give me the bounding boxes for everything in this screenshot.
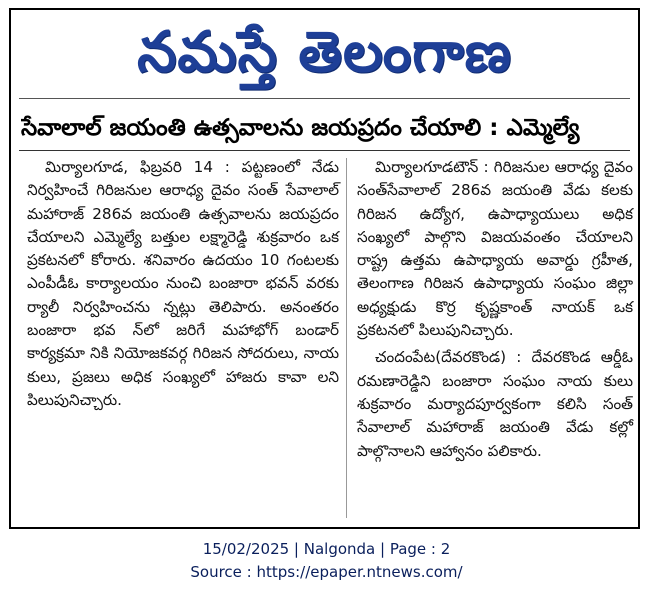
article-column-left <box>27 156 339 412</box>
article-paragraph: మిర్యాలగూడ, ఫిబ్రవరి 14 : పట్టణంలో నేడు నిర్వహించే గిరిజనుల ఆరాధ్య దైవం సంత్ సేవాలాల్ మహారాజ్ 286వ జయంతి ఉత్సవాలను జయప్రదం చేయాలని ఎమ్మెల్యే బత్తుల లక్ష్మారెడ్డి శుక్రవారం ఒక ప్రకటనలో కోరారు. శనివారం ఉదయం 10 గంటలకు ఎంపీడీఓ కార్యాలయం నుంచి బంజారా భవన్ వరకు ర్యాలీ నిర్వహించను న్నట్లు తెలిపారు. అనంతరం బంజారా భవ న్‌లో జరిగే మహాభోగ్ బండార్ కార్యక్రమా నికి నియోజకవర్గ గిరిజన సోదరులు, నాయ కులు, ప్రజలు అధిక సంఖ్యలో హాజరు కావా లని పిలుపునిచ్చారు. <box>27 158 339 409</box>
masthead <box>11 16 638 94</box>
newspaper-logo: నమస్తే తెలంగాణ <box>137 20 512 85</box>
footer <box>0 538 653 584</box>
source-link[interactable]: Source : https://epaper.ntnews.com/ <box>190 563 463 581</box>
article-headline: సేవాలాల్ జయంతి ఉత్సవాలను జయప్రదం చేయాలి : ఎమ్మెల్యే <box>21 115 580 141</box>
edition-info: 15/02/2025 | Nalgonda | Page : 2 <box>202 540 451 558</box>
column-divider <box>346 158 347 518</box>
article-paragraph: చందంపేట(దేవరకొండ) : దేవరకొండ ఆర్డీఓ రమణారెడ్డిని బంజారా సంఘం నాయ కులు శుక్రవారం మర్యాదపూర్వకంగా కలిసి సంత్ సేవాలాల్ మహారాజ్ జయంతి వేడు కల్లో పాల్గొనాలని ఆహ్వానం పలికారు. <box>357 348 633 460</box>
article-paragraph: మిర్యాలగూడటౌన్ : గిరిజనుల ఆరాధ్య దైవం సంత్‌సేవాలాల్ 286వ జయంతి వేడు కలకు గిరిజన ఉద్యోగ, ఉపాధ్యాయులు అధిక సంఖ్యలో పాల్గొని విజయవంతం చేయాలని రాష్ట్ర ఉత్తమ ఉపాధ్యాయ అవార్డు గ్రహీత, తెలంగాణ గిరిజన ఉపాధ్యాయ సంఘం జిల్లా అధ్యక్షుడు కొర్ర కృష్ణకాంత్ నాయక్ ఒక ప్రకటనలో పిలుపునిచ్చారు. <box>357 158 633 340</box>
news-clipping <box>9 8 640 529</box>
headline-divider <box>19 150 630 151</box>
masthead-divider <box>19 98 630 99</box>
article-column-right <box>357 156 633 463</box>
